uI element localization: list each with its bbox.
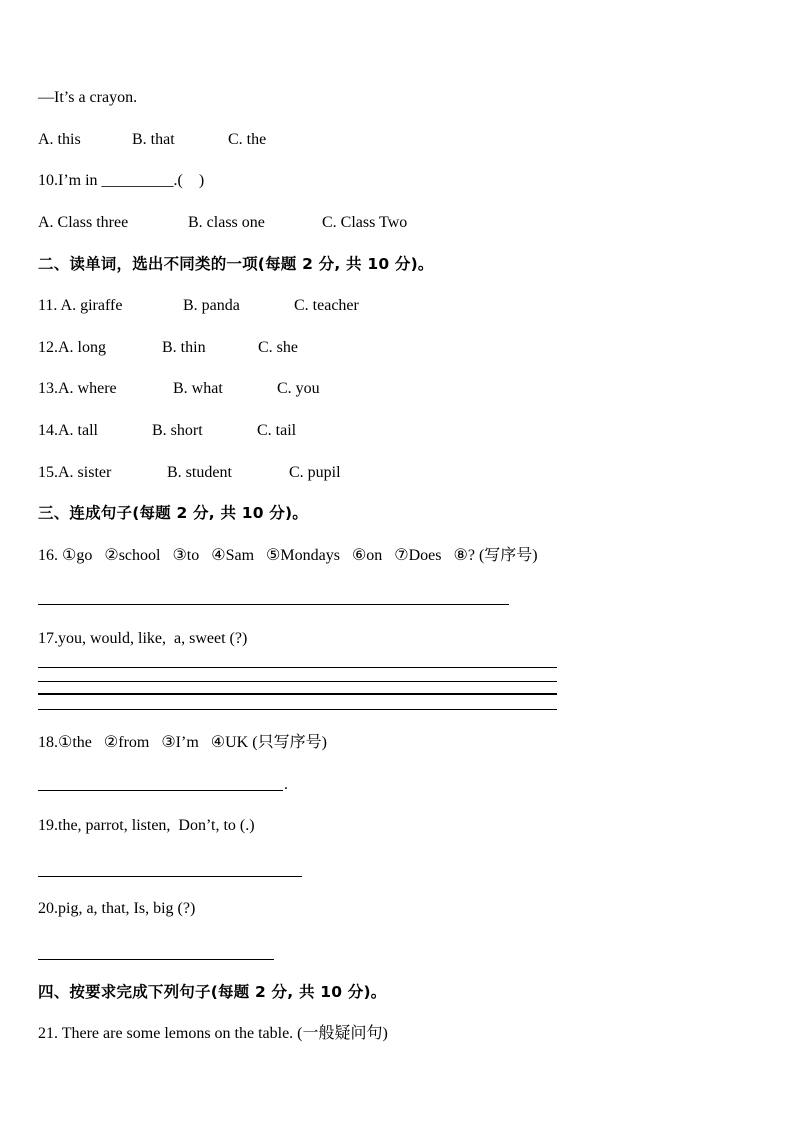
q17-answer-line-1[interactable] bbox=[38, 667, 557, 668]
q13-option-b: B. what bbox=[173, 380, 223, 397]
q17-answer-line-4[interactable] bbox=[38, 709, 557, 710]
q17-answer-line-3[interactable] bbox=[38, 693, 557, 695]
q20-prompt: 20.pig, a, that, Is, big (?) bbox=[38, 900, 196, 917]
q18-answer-line[interactable] bbox=[38, 790, 283, 791]
q18-end-period: . bbox=[284, 776, 288, 793]
q19-answer-line[interactable] bbox=[38, 876, 302, 877]
q13-option-c: C. you bbox=[277, 380, 320, 397]
q14-option-c: C. tail bbox=[257, 422, 297, 439]
q9-answer-line: —It’s a crayon. bbox=[38, 89, 138, 106]
q16-prompt: 16. ①go ②school ③to ④Sam ⑤Mondays ⑥on ⑦Does ⑧? (写序号) bbox=[38, 547, 538, 564]
q9-option-a: A. this bbox=[38, 131, 81, 148]
q10-option-c: C. Class Two bbox=[322, 214, 408, 231]
q21-prompt: 21. There are some lemons on the table. (一般疑问句) bbox=[38, 1025, 388, 1042]
q10-option-a: A. Class three bbox=[38, 214, 129, 231]
q14-option-b: B. short bbox=[152, 422, 203, 439]
q18-prompt: 18.①the ②from ③I’m ④UK (只写序号) bbox=[38, 734, 327, 751]
section-2-title: 二、读单词，选出不同类的一项(每题 2 分, 共 10 分)。 bbox=[38, 255, 434, 273]
q11-option-a: 11. A. giraffe bbox=[38, 297, 123, 314]
q9-option-c: C. the bbox=[228, 131, 267, 148]
q15-option-a: 15.A. sister bbox=[38, 464, 112, 481]
q9-option-b: B. that bbox=[132, 131, 175, 148]
q17-prompt: 17.you, would, like, a, sweet (?) bbox=[38, 630, 248, 647]
q12-option-a: 12.A. long bbox=[38, 339, 106, 356]
section-4-title: 四、按要求完成下列句子(每题 2 分, 共 10 分)。 bbox=[38, 983, 387, 1001]
q12-option-b: B. thin bbox=[162, 339, 206, 356]
q13-option-a: 13.A. where bbox=[38, 380, 117, 397]
q15-option-b: B. student bbox=[167, 464, 232, 481]
q19-prompt: 19.the, parrot, listen, Don’t, to (.) bbox=[38, 817, 255, 834]
q16-answer-line[interactable] bbox=[38, 604, 509, 605]
q11-option-c: C. teacher bbox=[294, 297, 359, 314]
section-3-title: 三、连成句子(每题 2 分, 共 10 分)。 bbox=[38, 504, 308, 522]
q14-option-a: 14.A. tall bbox=[38, 422, 98, 439]
q11-option-b: B. panda bbox=[183, 297, 240, 314]
q17-answer-line-2[interactable] bbox=[38, 681, 557, 682]
q15-option-c: C. pupil bbox=[289, 464, 341, 481]
q10-stem: 10.I’m in _________.( ) bbox=[38, 172, 205, 189]
q10-option-b: B. class one bbox=[188, 214, 265, 231]
q20-answer-line[interactable] bbox=[38, 959, 274, 960]
q12-option-c: C. she bbox=[258, 339, 298, 356]
